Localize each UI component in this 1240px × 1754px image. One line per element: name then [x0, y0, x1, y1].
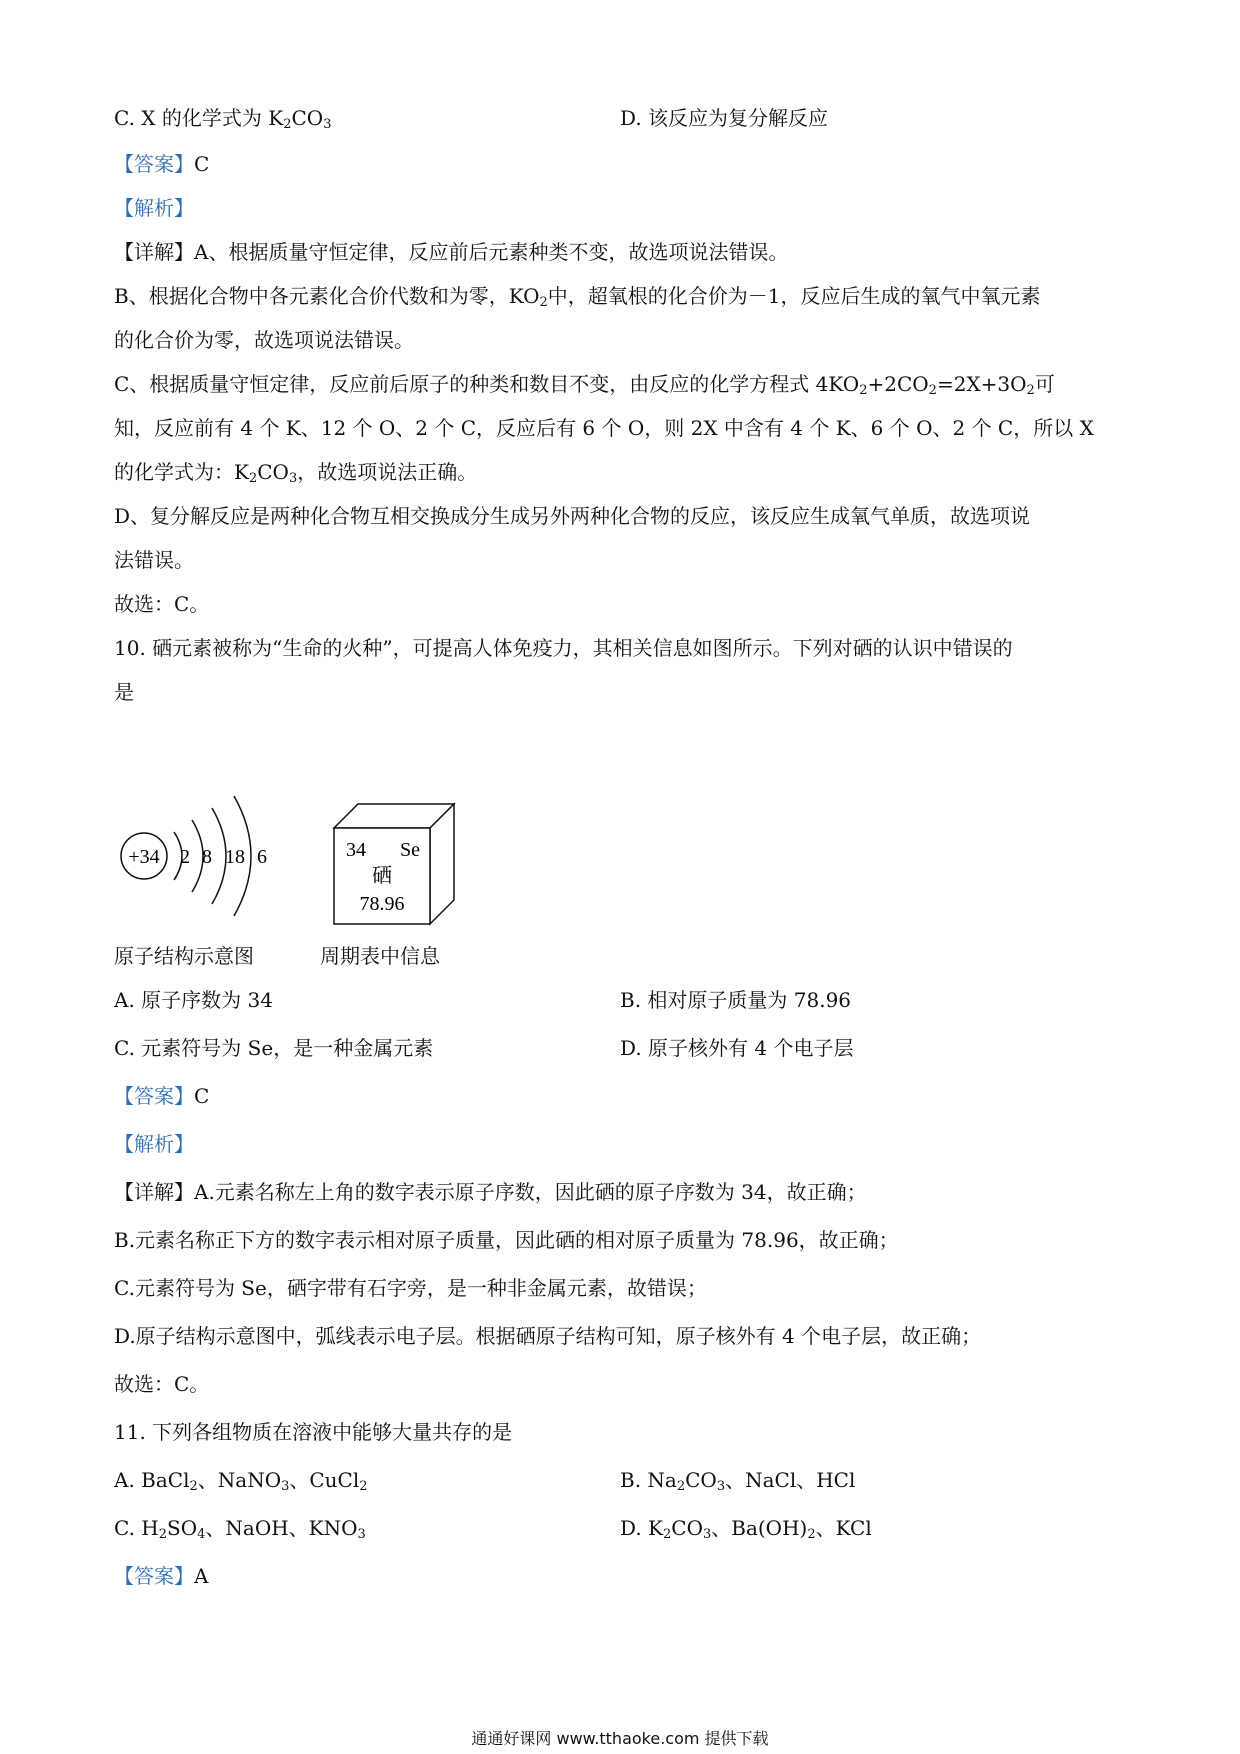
q10-detail-b: B.元素名称正下方的数字表示相对原子质量，因此硒的相对原子质量为 78.96，故正确；: [114, 1228, 899, 1252]
q10-detail-c: C.元素符号为 Se，硒字带有石字旁，是一种非金属元素，故错误；: [114, 1276, 707, 1300]
q11-option-a: A. BaCl$_2$、NaNO$_3$、CuCl$_2$: [114, 1468, 368, 1494]
shell-count-3: 18: [225, 846, 245, 868]
q10-answer: 【答案】C: [114, 1084, 210, 1108]
nucleus-charge: +34: [128, 846, 160, 868]
answer-tag: 【答案】: [114, 1564, 194, 1588]
q11-answer: 【答案】A: [114, 1564, 209, 1588]
periodic-table-tile: [330, 800, 460, 930]
q11-option-b: B. $Na_2CO_3$、NaCl、HCl: [620, 1468, 856, 1494]
q9-analysis-tag: 【解析】: [114, 196, 194, 220]
answer-tag: 【答案】: [114, 1084, 194, 1108]
shell-count-4: 6: [257, 846, 267, 868]
q9-option-c: C. X 的化学式为 $K_2CO_3$: [114, 106, 332, 132]
q9-choice: 故选：C。: [114, 592, 210, 616]
tile-name: 硒: [372, 865, 392, 887]
q11-option-c: C. $H_2SO_4$、NaOH、$KNO_3$: [114, 1516, 366, 1542]
q10-option-c: C. 元素符号为 Se，是一种金属元素: [114, 1036, 434, 1060]
q9-detail-c-line3: 的化学式为：$K_2CO_3$，故选项说法正确。: [114, 460, 478, 486]
shell-arc-3: [212, 808, 226, 904]
q9-detail-d-line1: D、复分解反应是两种化合物互相交换成分生成另外两种化合物的反应，该反应生成氧气单质，故选项说: [114, 504, 1031, 528]
q9-option-d: D. 该反应为复分解反应: [620, 106, 829, 130]
q9-detail-b-line1: B、根据化合物中各元素化合价代数和为零，$KO_2$中，超氧根的化合价为－1，反应后生成的氧气中氧元素: [114, 284, 1041, 310]
q11-stem: 11. 下列各组物质在溶液中能够大量共存的是: [114, 1420, 513, 1444]
q9-answer: 【答案】C: [114, 152, 210, 176]
caption-periodic-table: 周期表中信息: [320, 944, 440, 968]
shell-count-2: 8: [202, 846, 212, 868]
answer-tag: 【答案】: [114, 152, 194, 176]
q10-stem-line1: 10. 硒元素被称为“生命的火种”，可提高人体免疫力，其相关信息如图所示。下列对硒的认识中错误的: [114, 636, 1013, 660]
tile-mass: 78.96: [359, 893, 405, 915]
q9-detail-c-line1: C、根据质量守恒定律，反应前后原子的种类和数目不变，由反应的化学方程式 $4KO_2+2CO_2=2X+3O_2$可: [114, 372, 1055, 398]
q10-stem-line2: 是: [114, 680, 134, 704]
q9-detail-d-line2: 法错误。: [114, 548, 194, 572]
q9-detail-b-line2: 的化合价为零，故选项说法错误。: [114, 328, 414, 352]
page-footer: 通通好课网 www.tthaoke.com 提供下载: [471, 1729, 769, 1748]
q10-choice: 故选：C。: [114, 1372, 210, 1396]
shell-count-1: 2: [180, 846, 190, 868]
q10-option-a: A. 原子序数为 34: [114, 988, 273, 1012]
q10-option-d: D. 原子核外有 4 个电子层: [620, 1036, 854, 1060]
q10-option-b: B. 相对原子质量为 78.96: [620, 988, 852, 1012]
tile-symbol: Se: [400, 839, 420, 861]
tile-atomic-number: 34: [346, 839, 366, 861]
q10-analysis-tag: 【解析】: [114, 1132, 194, 1156]
atom-structure-diagram: [112, 790, 282, 930]
q10-detail-a: 【详解】A.元素名称左上角的数字表示原子序数，因此硒的原子序数为 34，故正确；: [114, 1180, 867, 1204]
q9-detail-c-line2: 知，反应前有 4 个 K、12 个 O、2 个 C，反应后有 6 个 O，则 2X 中含有 4 个 K、6 个 O、2 个 C，所以 X: [114, 416, 1094, 440]
caption-atom-structure: 原子结构示意图: [114, 944, 254, 968]
q9-detail-a: 【详解】A、根据质量守恒定律，反应前后元素种类不变，故选项说法错误。: [114, 240, 789, 264]
q11-option-d: D. $K_2CO_3$、$Ba(OH)_2$、KCl: [620, 1516, 872, 1542]
q10-detail-d: D.原子结构示意图中，弧线表示电子层。根据硒原子结构可知，原子核外有 4 个电子层，故正确；: [114, 1324, 982, 1348]
